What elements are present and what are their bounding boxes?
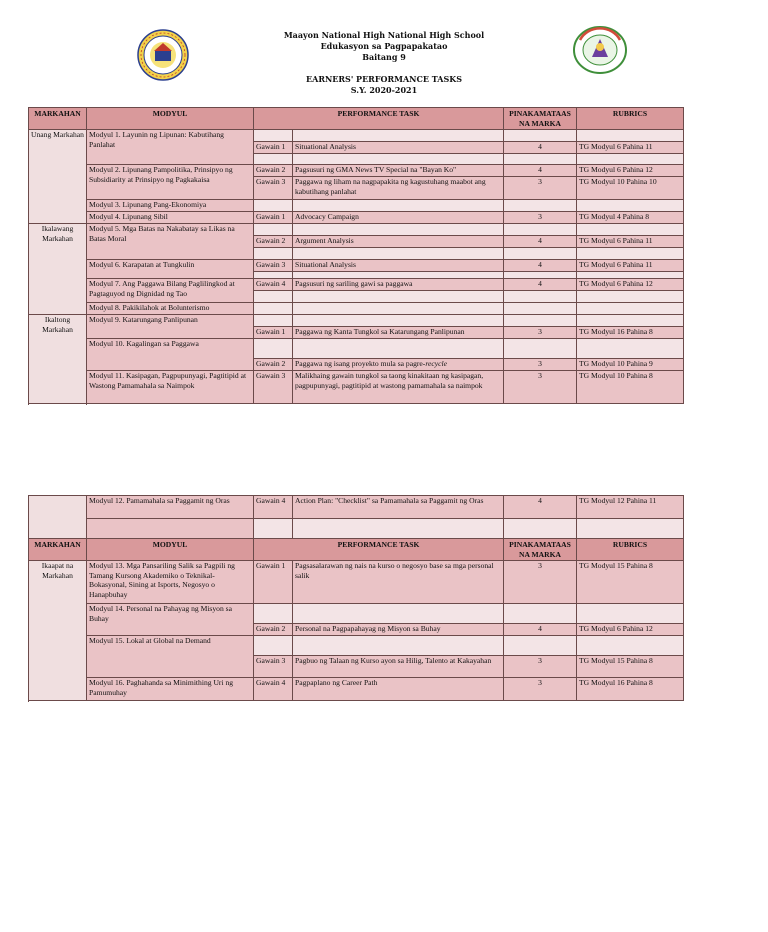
- gawain-label: Gawain 1: [254, 212, 293, 224]
- module-cell: Modyul 5. Mga Batas na Nakabatay sa Likas na Batas Moral: [87, 224, 254, 260]
- rubric-cell: TG Modyul 10 Pahina 8: [577, 371, 684, 404]
- rubric-cell: TG Modyul 10 Pahina 10: [577, 177, 684, 200]
- module-cell: Modyul 2. Lipunang Pampolitika, Prinsipyo ng Subsidiarity at Prinsipyo ng Pagkakaisa: [87, 165, 254, 200]
- gawain-label: Gawain 2: [254, 359, 293, 371]
- rubric-cell: TG Modyul 6 Pahina 11: [577, 236, 684, 248]
- gawain-label: Gawain 3: [254, 656, 293, 678]
- school-year: S.Y. 2020-2021: [350, 85, 418, 95]
- col-modyul: MODYUL: [87, 539, 254, 561]
- score-cell: 3: [504, 656, 577, 678]
- quarter-label: Ikaapat na Markahan: [29, 561, 87, 701]
- task-cell: Pagpaplano ng Career Path: [293, 678, 504, 701]
- task-cell: Paggawa ng Kanta Tungkol sa Katarungang Panlipunan: [293, 327, 504, 339]
- score-cell: 3: [504, 359, 577, 371]
- col-rubrics: RUBRICS: [577, 539, 684, 561]
- gawain-label: Gawain 2: [254, 624, 293, 636]
- module-cell: Modyul 1. Layunin ng Lipunan: Kabutihang Panlahat: [87, 130, 254, 165]
- score-cell: 3: [504, 177, 577, 200]
- col-performance-task: PERFORMANCE TASK: [254, 539, 504, 561]
- col-pinakamataas-na-marka: PINAKAMATAAS NA MARKA: [504, 108, 577, 130]
- rubric-cell: TG Modyul 12 Pahina 11: [577, 496, 684, 519]
- task-cell: Action Plan: "Checklist" sa Pamamahala sa Paggamit ng Oras: [293, 496, 504, 519]
- rubric-cell: TG Modyul 10 Pahina 9: [577, 359, 684, 371]
- gawain-label: Gawain 3: [254, 371, 293, 404]
- score-cell: 4: [504, 496, 577, 519]
- rubric-cell: TG Modyul 6 Pahina 11: [577, 260, 684, 272]
- score-cell: 4: [504, 165, 577, 177]
- rubric-cell: TG Modyul 6 Pahina 12: [577, 279, 684, 291]
- module-cell: Modyul 14. Personal na Pahayag ng Misyon sa Buhay: [87, 604, 254, 636]
- gawain-label: Gawain 3: [254, 177, 293, 200]
- col-markahan: MARKAHAN: [29, 108, 87, 130]
- gawain-label: Gawain 2: [254, 165, 293, 177]
- module-cell: Modyul 13. Mga Pansariling Salik sa Pagpili ng Tamang Kursong Akademiko o Teknikal-Bokasyonal, Sining at Isports, Negosyo o Hanapbuhay: [87, 561, 254, 604]
- task-cell: Paggawa ng liham na nagpapakita ng kagustuhang maabot ang kabutihang panlahat: [293, 177, 504, 200]
- gawain-label: Gawain 4: [254, 678, 293, 701]
- document-title: EARNERS' PERFORMANCE TASKS: [306, 74, 462, 84]
- task-text: Paggawa ng isang proyekto mula sa pagre-: [295, 359, 426, 368]
- score-cell: 3: [504, 371, 577, 404]
- gawain-label: Gawain 1: [254, 142, 293, 154]
- task-cell: Pagbuo ng Talaan ng Kurso ayon sa Hilig, Talento at Kakayahan: [293, 656, 504, 678]
- score-cell: 4: [504, 236, 577, 248]
- score-cell: 3: [504, 678, 577, 701]
- score-cell: 4: [504, 142, 577, 154]
- module-cell: Modyul 4. Lipunang Sibil: [87, 212, 254, 224]
- score-cell: 4: [504, 260, 577, 272]
- rubric-cell: TG Modyul 16 Pahina 8: [577, 678, 684, 701]
- module-cell: Modyul 10. Kagalingan sa Paggawa: [87, 339, 254, 371]
- module-cell: Modyul 7. Ang Paggawa Bilang Paglilingkod at Pagtaguyod ng Dignidad ng Tao: [87, 279, 254, 303]
- subject-name: Edukasyon sa Pagpapakatao: [320, 41, 448, 51]
- module-cell: Modyul 15. Lokal at Global na Demand: [87, 636, 254, 678]
- gawain-label: Gawain 1: [254, 561, 293, 604]
- rubric-cell: TG Modyul 6 Pahina 12: [577, 624, 684, 636]
- task-cell: Situational Analysis: [293, 260, 504, 272]
- school-name: Maayon National High National High School: [283, 30, 485, 40]
- task-cell: Pagsusuri ng sariling gawi sa paggawa: [293, 279, 504, 291]
- task-cell: Pagsasalarawan ng nais na kurso o negosyo base sa mga personal salik: [293, 561, 504, 604]
- col-markahan: MARKAHAN: [29, 539, 87, 561]
- col-pinakamataas-na-marka: PINAKAMATAAS NA MARKA: [504, 539, 577, 561]
- task-cell: Malikhaing gawain tungkol sa taong kinakitaan ng kasipagan, pagpupunyagi, pagtitipid at wastong pamamahala sa naimpok: [293, 371, 504, 404]
- task-text-italic: recycle: [425, 359, 447, 368]
- quarter-label: Ikalawang Markahan: [29, 224, 87, 315]
- rubric-cell: TG Modyul 4 Pahina 8: [577, 212, 684, 224]
- module-cell: Modyul 11. Kasipagan, Pagpupunyagi, Pagtitipid at Wastong Pamamahala sa Naimpok: [87, 371, 254, 404]
- quarter-label: Ikaltong Markahan: [29, 315, 87, 404]
- module-cell: Modyul 3. Lipunang Pang-Ekonomiya: [87, 200, 254, 212]
- module-cell: Modyul 6. Karapatan at Tungkulin: [87, 260, 254, 279]
- rubric-cell: TG Modyul 6 Pahina 12: [577, 165, 684, 177]
- module-cell: Modyul 16. Paghahanda sa Minimithing Uri ng Pamumuhay: [87, 678, 254, 701]
- gawain-label: Gawain 1: [254, 327, 293, 339]
- task-cell: Personal na Pagpapahayag ng Misyon sa Buhay: [293, 624, 504, 636]
- module-cell: Modyul 9. Katarungang Panlipunan: [87, 315, 254, 339]
- score-cell: 4: [504, 624, 577, 636]
- gawain-label: Gawain 2: [254, 236, 293, 248]
- score-cell: 3: [504, 561, 577, 604]
- task-cell: [293, 359, 504, 371]
- score-cell: 3: [504, 327, 577, 339]
- col-rubrics: RUBRICS: [577, 108, 684, 130]
- task-cell: Situational Analysis: [293, 142, 504, 154]
- rubric-cell: TG Modyul 16 Pahina 8: [577, 327, 684, 339]
- col-modyul: MODYUL: [87, 108, 254, 130]
- module-cell: Modyul 12. Pamamahala sa Paggamit ng Oras: [87, 496, 254, 519]
- performance-tasks-table-1: [28, 107, 684, 404]
- gawain-label: Gawain 4: [254, 279, 293, 291]
- score-cell: 4: [504, 279, 577, 291]
- grade-level: Baitang 9: [362, 52, 406, 62]
- module-cell: Modyul 8. Pakikilahok at Bolunterismo: [87, 303, 254, 315]
- task-cell: Pagsusuri ng GMA News TV Special na "Bayan Ko": [293, 165, 504, 177]
- col-performance-task: PERFORMANCE TASK: [254, 108, 504, 130]
- performance-tasks-table-2: [28, 495, 684, 701]
- rubric-cell: TG Modyul 6 Pahina 11: [577, 142, 684, 154]
- gawain-label: Gawain 3: [254, 260, 293, 272]
- task-cell: Argument Analysis: [293, 236, 504, 248]
- rubric-cell: TG Modyul 15 Pahina 8: [577, 656, 684, 678]
- rubric-cell: TG Modyul 15 Pahina 8: [577, 561, 684, 604]
- task-cell: Advocacy Campaign: [293, 212, 504, 224]
- score-cell: 3: [504, 212, 577, 224]
- gawain-label: Gawain 4: [254, 496, 293, 519]
- quarter-label: Unang Markahan: [29, 130, 87, 224]
